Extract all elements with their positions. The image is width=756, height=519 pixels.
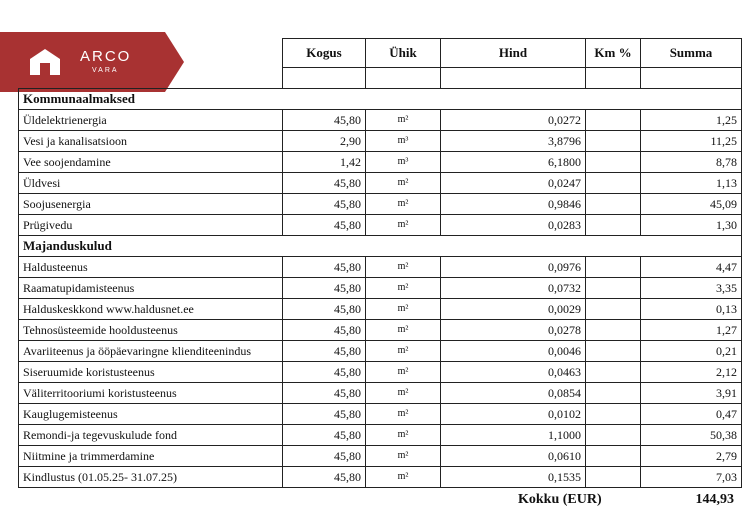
row-unit: m² <box>366 194 441 215</box>
table-row <box>19 278 742 299</box>
table-body <box>19 89 742 488</box>
row-sum: 1,13 <box>641 173 742 194</box>
row-quantity: 45,80 <box>283 467 366 488</box>
header-quantity: Kogus <box>283 39 366 68</box>
row-price: 6,1800 <box>441 152 586 173</box>
section-fill-cell <box>586 89 641 110</box>
row-price: 0,0283 <box>441 215 586 236</box>
row-sum: 4,47 <box>641 257 742 278</box>
row-vat <box>586 362 641 383</box>
table-row <box>19 383 742 404</box>
row-unit: m² <box>366 173 441 194</box>
section-row <box>19 236 742 257</box>
row-name: Haldusteenus <box>19 257 283 278</box>
spacer-cell <box>366 68 441 89</box>
spacer-cell <box>19 68 283 89</box>
row-price: 3,8796 <box>441 131 586 152</box>
row-vat <box>586 446 641 467</box>
total-value: 144,93 <box>695 492 734 507</box>
row-vat <box>586 425 641 446</box>
row-quantity: 45,80 <box>283 299 366 320</box>
row-name: Niitmine ja trimmerdamine <box>19 446 283 467</box>
row-name: Vesi ja kanalisatsioon <box>19 131 283 152</box>
row-price: 0,0046 <box>441 341 586 362</box>
header-vat: Km % <box>586 39 641 68</box>
row-unit: m² <box>366 362 441 383</box>
header-name <box>19 39 283 68</box>
section-fill-cell <box>441 89 586 110</box>
table-row <box>19 194 742 215</box>
table-row <box>19 131 742 152</box>
section-fill-cell <box>366 236 441 257</box>
header-spacer-row <box>19 68 742 89</box>
table-row <box>19 215 742 236</box>
row-sum: 3,91 <box>641 383 742 404</box>
row-sum: 1,25 <box>641 110 742 131</box>
row-quantity: 45,80 <box>283 278 366 299</box>
spacer-cell <box>441 68 586 89</box>
row-vat <box>586 215 641 236</box>
row-price: 0,0463 <box>441 362 586 383</box>
row-unit: m² <box>366 257 441 278</box>
row-name: Vee soojendamine <box>19 152 283 173</box>
total-label: Kokku (EUR) <box>518 492 602 507</box>
row-sum: 11,25 <box>641 131 742 152</box>
row-name: Prügivedu <box>19 215 283 236</box>
row-vat <box>586 320 641 341</box>
header-row <box>19 39 742 68</box>
row-sum: 0,47 <box>641 404 742 425</box>
row-vat <box>586 404 641 425</box>
row-name: Väliterritooriumi koristusteenus <box>19 383 283 404</box>
row-quantity: 45,80 <box>283 425 366 446</box>
row-sum: 0,21 <box>641 341 742 362</box>
row-sum: 1,30 <box>641 215 742 236</box>
row-name: Soojusenergia <box>19 194 283 215</box>
row-unit: m² <box>366 110 441 131</box>
table-row <box>19 320 742 341</box>
row-price: 0,0278 <box>441 320 586 341</box>
header-price: Hind <box>441 39 586 68</box>
row-unit: m² <box>366 320 441 341</box>
row-vat <box>586 194 641 215</box>
row-quantity: 45,80 <box>283 173 366 194</box>
row-sum: 2,79 <box>641 446 742 467</box>
table-row <box>19 110 742 131</box>
table-row <box>19 299 742 320</box>
row-quantity: 45,80 <box>283 362 366 383</box>
row-quantity: 45,80 <box>283 404 366 425</box>
row-sum: 7,03 <box>641 467 742 488</box>
table-row <box>19 257 742 278</box>
row-unit: m² <box>366 341 441 362</box>
row-unit: m² <box>366 383 441 404</box>
row-name: Raamatupidamisteenus <box>19 278 283 299</box>
table-row <box>19 173 742 194</box>
row-unit: m² <box>366 278 441 299</box>
section-title: Majanduskulud <box>19 236 283 257</box>
row-price: 0,0102 <box>441 404 586 425</box>
table-row <box>19 362 742 383</box>
row-unit: m² <box>366 299 441 320</box>
row-quantity: 45,80 <box>283 446 366 467</box>
spacer-cell <box>283 68 366 89</box>
row-vat <box>586 341 641 362</box>
row-price: 0,0029 <box>441 299 586 320</box>
row-name: Siseruumide koristusteenus <box>19 362 283 383</box>
row-sum: 3,35 <box>641 278 742 299</box>
row-price: 0,0976 <box>441 257 586 278</box>
row-unit: m² <box>366 446 441 467</box>
header-unit: Ühik <box>366 39 441 68</box>
row-quantity: 45,80 <box>283 194 366 215</box>
header-sum: Summa <box>641 39 742 68</box>
row-price: 0,1535 <box>441 467 586 488</box>
section-fill-cell <box>586 236 641 257</box>
row-vat <box>586 467 641 488</box>
cost-table <box>18 38 742 488</box>
row-unit: m² <box>366 215 441 236</box>
row-vat <box>586 110 641 131</box>
table-row <box>19 425 742 446</box>
row-sum: 0,13 <box>641 299 742 320</box>
row-sum: 50,38 <box>641 425 742 446</box>
row-unit: m² <box>366 404 441 425</box>
section-fill-cell <box>641 236 742 257</box>
row-sum: 2,12 <box>641 362 742 383</box>
row-quantity: 45,80 <box>283 215 366 236</box>
row-name: Remondi-ja tegevuskulude fond <box>19 425 283 446</box>
table-row <box>19 341 742 362</box>
row-name: Tehnosüsteemide hooldusteenus <box>19 320 283 341</box>
row-name: Kauglugemisteenus <box>19 404 283 425</box>
row-vat <box>586 257 641 278</box>
row-name: Üldvesi <box>19 173 283 194</box>
row-quantity: 45,80 <box>283 341 366 362</box>
row-price: 0,0610 <box>441 446 586 467</box>
section-fill-cell <box>641 89 742 110</box>
row-quantity: 45,80 <box>283 110 366 131</box>
row-price: 0,0272 <box>441 110 586 131</box>
section-title: Kommunaalmaksed <box>19 89 283 110</box>
row-quantity: 2,90 <box>283 131 366 152</box>
row-quantity: 45,80 <box>283 257 366 278</box>
table-row <box>19 152 742 173</box>
row-quantity: 1,42 <box>283 152 366 173</box>
row-unit: m³ <box>366 152 441 173</box>
row-sum: 1,27 <box>641 320 742 341</box>
row-unit: m² <box>366 467 441 488</box>
row-vat <box>586 131 641 152</box>
row-unit: m² <box>366 425 441 446</box>
row-name: Üldelektrienergia <box>19 110 283 131</box>
row-vat <box>586 383 641 404</box>
brand-sub: VARA <box>92 67 119 74</box>
row-vat <box>586 299 641 320</box>
row-name: Halduskeskkond www.haldusnet.ee <box>19 299 283 320</box>
spacer-cell <box>586 68 641 89</box>
row-price: 1,1000 <box>441 425 586 446</box>
section-fill-cell <box>283 89 366 110</box>
section-fill-cell <box>366 89 441 110</box>
row-vat <box>586 152 641 173</box>
row-vat <box>586 278 641 299</box>
row-sum: 8,78 <box>641 152 742 173</box>
table-row <box>19 404 742 425</box>
row-sum: 45,09 <box>641 194 742 215</box>
row-name: Avariiteenus ja ööpäevaringne klienditeenindus <box>19 341 283 362</box>
row-price: 0,0854 <box>441 383 586 404</box>
row-vat <box>586 173 641 194</box>
row-price: 0,0247 <box>441 173 586 194</box>
section-fill-cell <box>283 236 366 257</box>
section-fill-cell <box>441 236 586 257</box>
row-quantity: 45,80 <box>283 383 366 404</box>
table-row <box>19 446 742 467</box>
row-unit: m³ <box>366 131 441 152</box>
row-name: Kindlustus (01.05.25- 31.07.25) <box>19 467 283 488</box>
row-price: 0,9846 <box>441 194 586 215</box>
row-price: 0,0732 <box>441 278 586 299</box>
table-row <box>19 467 742 488</box>
row-quantity: 45,80 <box>283 320 366 341</box>
brand-name: ARCO <box>80 48 132 65</box>
section-row <box>19 89 742 110</box>
spacer-cell <box>641 68 742 89</box>
